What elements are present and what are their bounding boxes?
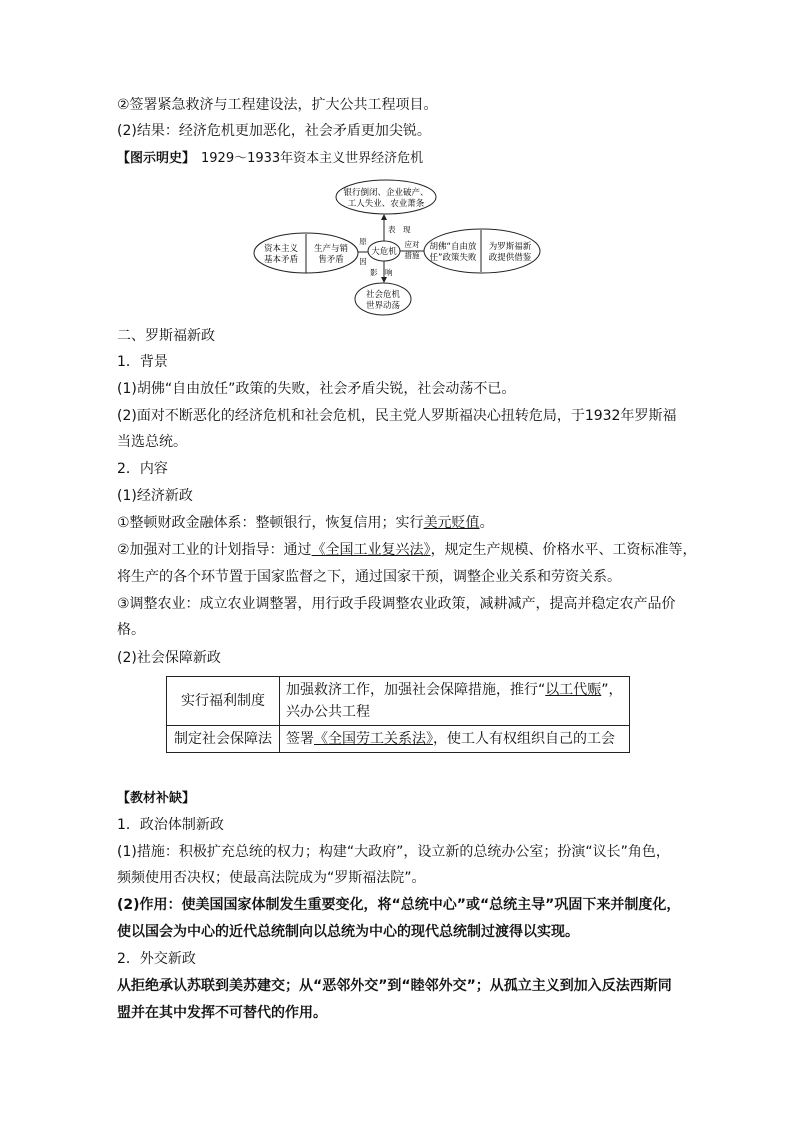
table-cell-welfare	[280, 677, 630, 726]
diagram-bottom-node-line1: 社会危机	[365, 290, 401, 300]
heading-social: (2)社会保障新政	[117, 650, 221, 666]
diagram-label-right-2: 措施	[404, 251, 420, 260]
table-head-welfare: 实行福利制度	[167, 677, 280, 726]
diagram-label-left-2: 因	[359, 257, 367, 266]
diagram-right-outer-line2: 政提供借鉴	[488, 253, 532, 263]
figure-caption	[117, 149, 682, 169]
paragraph-diplomacy-a: 从拒绝承认苏联到美苏建交；从“恶邻外交”到“睦邻外交”；从孤立主义到加入反法西斯同	[117, 978, 672, 994]
diagram-label-down: 影 响	[370, 268, 393, 277]
welfare-end: ”，兴办公共工程	[286, 682, 623, 720]
welfare-text: 加强救济工作，加强社会保障措施，推行“	[286, 682, 546, 698]
diagram-bottom-node-line2: 世界动荡	[365, 301, 401, 311]
diagram-arrowhead-up	[381, 214, 387, 220]
econ-1-underline: 美元贬值	[423, 515, 480, 531]
paragraph-background-1: (1)胡佛“自由放任”政策的失败，社会矛盾尖锐，社会动荡不已。	[117, 381, 516, 397]
diagram-label-left-1: 原	[359, 237, 367, 246]
law-end: ，使工人有权组织自己的工会	[433, 731, 615, 747]
diagram-left-inner-line2: 售矛盾	[318, 255, 344, 265]
econ-2-text: ②加强对工业的计划指导：通过	[117, 542, 312, 558]
heading-content: 2．内容	[117, 461, 168, 477]
diagram-arrowhead-down	[381, 277, 387, 283]
table-row	[167, 726, 630, 753]
table-head-law: 制定社会保障法	[167, 726, 280, 753]
econ-1-end: 。	[479, 515, 494, 531]
diagram-left-inner-line1: 生产与销	[313, 244, 349, 254]
paragraph-econ-2a	[117, 540, 697, 560]
diagram-label-up: 表 现	[388, 225, 411, 234]
paragraph-background-2b: 当选总统。	[117, 434, 187, 450]
paragraph-econ-1	[117, 513, 682, 533]
heading-diplomacy: 2．外交新政	[117, 951, 196, 967]
paragraph-econ-2b: 将生产的各个环节置于国家监督之下，通过国家干预，调整企业关系和劳资关系。	[117, 569, 621, 585]
diagram-top-node-line2: 工人失业、农业萧条	[347, 199, 425, 209]
supplement-tag-text: 【教材补缺】	[117, 791, 196, 806]
econ-1-text: ①整顿财政金融体系：整顿银行，恢复信用；实行	[117, 515, 424, 531]
diagram-top-node-line1: 银行倒闭、企业破产、	[343, 188, 429, 198]
econ-2-end: ，规定生产规模、价格水平、工资标准等，	[430, 542, 697, 558]
diagram-right-outer-line1: 为罗斯福新	[488, 242, 532, 252]
paragraph-diplomacy-b: 盟并在其中发挥不可替代的作用。	[117, 1005, 327, 1021]
paragraph-econ-3a: ③调整农业：成立农业调整署，用行政手段调整农业政策，减耕减产，提高并稳定农产品价	[117, 596, 676, 612]
figure-title: 1929～1933年资本主义世界经济危机	[201, 151, 424, 166]
section-heading-new-deal: 二、罗斯福新政	[117, 328, 215, 344]
diagram-center-label: 大危机	[371, 247, 397, 257]
diagram-left-outer-line2: 基本矛盾	[263, 255, 299, 265]
paragraph-relief-law: ②签署紧急救济与工程建设法，扩大公共工程项目。	[117, 97, 438, 113]
diagram-label-right-1: 应对	[404, 240, 420, 249]
heading-political: 1．政治体制新政	[117, 817, 224, 833]
figure-tag: 【图示明史】	[117, 151, 196, 166]
supplement-tag	[117, 789, 682, 809]
paragraph-political-1a: (1)措施：积极扩充总统的权力；构建“大政府”，设立新的总统办公室；扮演“议长”角色，	[117, 844, 670, 860]
welfare-underline: 以工代赈	[545, 682, 602, 698]
social-security-table	[166, 676, 630, 753]
law-text: 签署	[286, 731, 314, 747]
econ-2-underline: 《全国工业复兴法》	[311, 542, 431, 558]
crisis-diagram	[250, 178, 550, 318]
heading-economic: (1)经济新政	[117, 488, 193, 504]
paragraph-political-2b: 使以国会为中心的近代总统制向以总统为中心的现代总统制过渡得以实现。	[117, 924, 579, 940]
diagram-left-outer-line1: 资本主义	[263, 244, 299, 254]
law-underline: 《全国劳工关系法》	[314, 731, 433, 747]
paragraph-political-2a: (2)作用：使美国国家体制发生重要变化，将“总统中心”或“总统主导”巩固下来并制度化，	[117, 897, 681, 913]
paragraph-econ-3b: 格。	[117, 622, 145, 638]
diagram-right-inner-line1: 胡佛“自由放	[429, 242, 477, 252]
heading-background: 1．背景	[117, 354, 168, 370]
paragraph-political-1b: 频频使用否决权；使最高法院成为“罗斯福法院”。	[117, 870, 426, 886]
table-row	[167, 677, 630, 726]
paragraph-background-2a: (2)面对不断恶化的经济危机和社会危机，民主党人罗斯福决心扭转危局，于1932年罗斯福	[117, 408, 677, 424]
table-cell-law	[280, 726, 630, 753]
paragraph-result: (2)结果：经济危机更加恶化，社会矛盾更加尖锐。	[117, 123, 431, 139]
diagram-right-inner-line2: 任”政策失败	[429, 253, 477, 263]
